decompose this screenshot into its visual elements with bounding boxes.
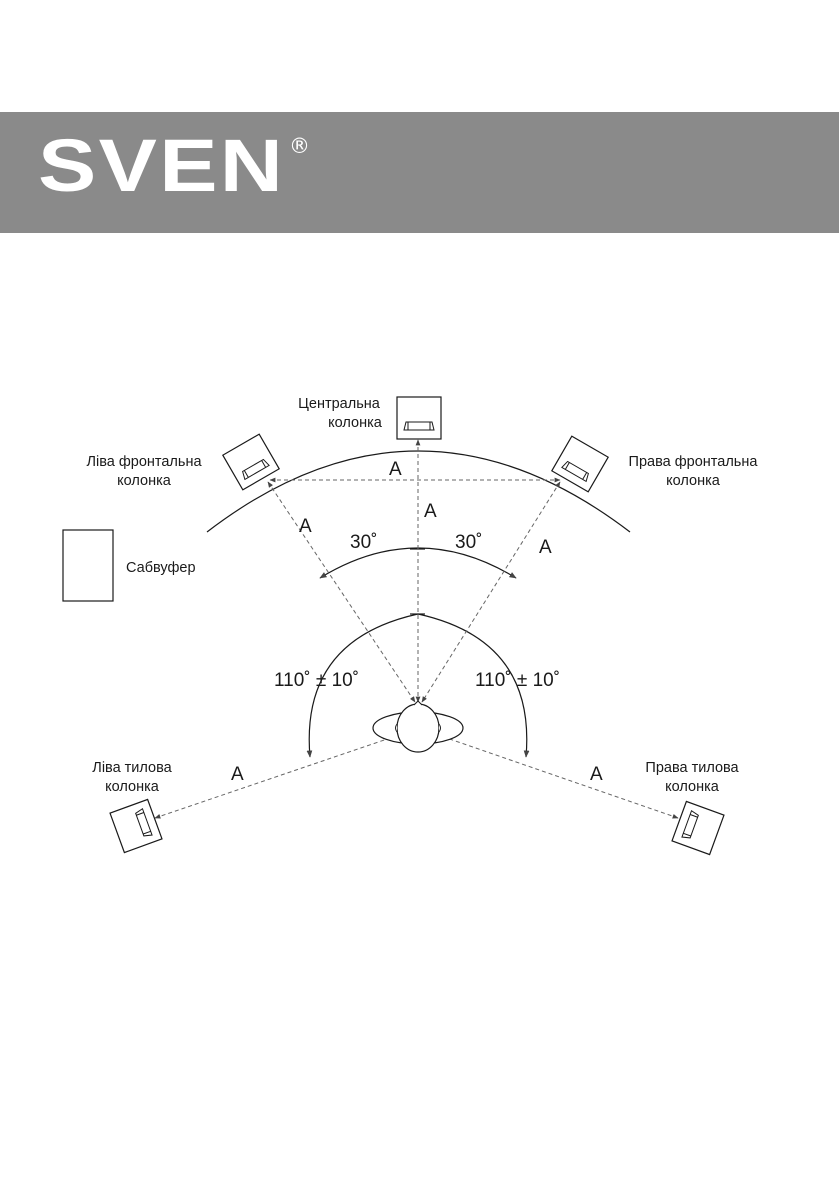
sven-logo: SVEN [38,124,286,207]
front-right-angle-label: 30˚ [455,532,483,553]
registered-mark: ® [289,134,310,158]
left-front-label-line2: колонка [117,473,171,489]
left-front-distance-line [268,482,415,702]
listener-icon [373,701,463,752]
front-left-angle-label: 30˚ [350,532,378,553]
left-front-label-line1: Ліва фронтальна [86,454,202,470]
center-speaker-label-line1: Центральна [298,396,380,412]
right-rear-label-line1: Права тилова [645,760,739,776]
right-front-label-line1: Права фронтальна [628,454,758,470]
right-rear-distance-line [441,736,678,818]
right-front-speaker-icon [552,436,608,492]
right-rear-label-line2: колонка [665,779,719,795]
right-front-distance-label: A [539,537,552,558]
left-front-distance-label: A [299,516,312,537]
subwoofer-label: Сабвуфер [126,560,196,576]
left-rear-speaker-icon [110,799,162,852]
center-distance-label: A [424,501,437,522]
left-rear-distance-line [155,736,396,818]
center-speaker-icon [397,397,441,439]
left-rear-label-line2: колонка [105,779,159,795]
left-front-speaker-icon [223,434,279,490]
left-rear-label-line1: Ліва тилова [92,760,172,776]
center-speaker-label-line2: колонка [328,415,382,431]
subwoofer-icon [63,530,113,601]
right-front-distance-line [422,482,560,702]
right-rear-speaker-icon [672,801,724,854]
left-rear-distance-label: A [231,764,244,785]
right-front-label-line2: колонка [666,473,720,489]
rear-right-angle-label: 110˚ ± 10˚ [475,670,561,691]
right-rear-distance-label: A [590,764,603,785]
front-span-distance-label: A [389,459,402,480]
rear-left-angle-label: 110˚ ± 10˚ [274,670,360,691]
